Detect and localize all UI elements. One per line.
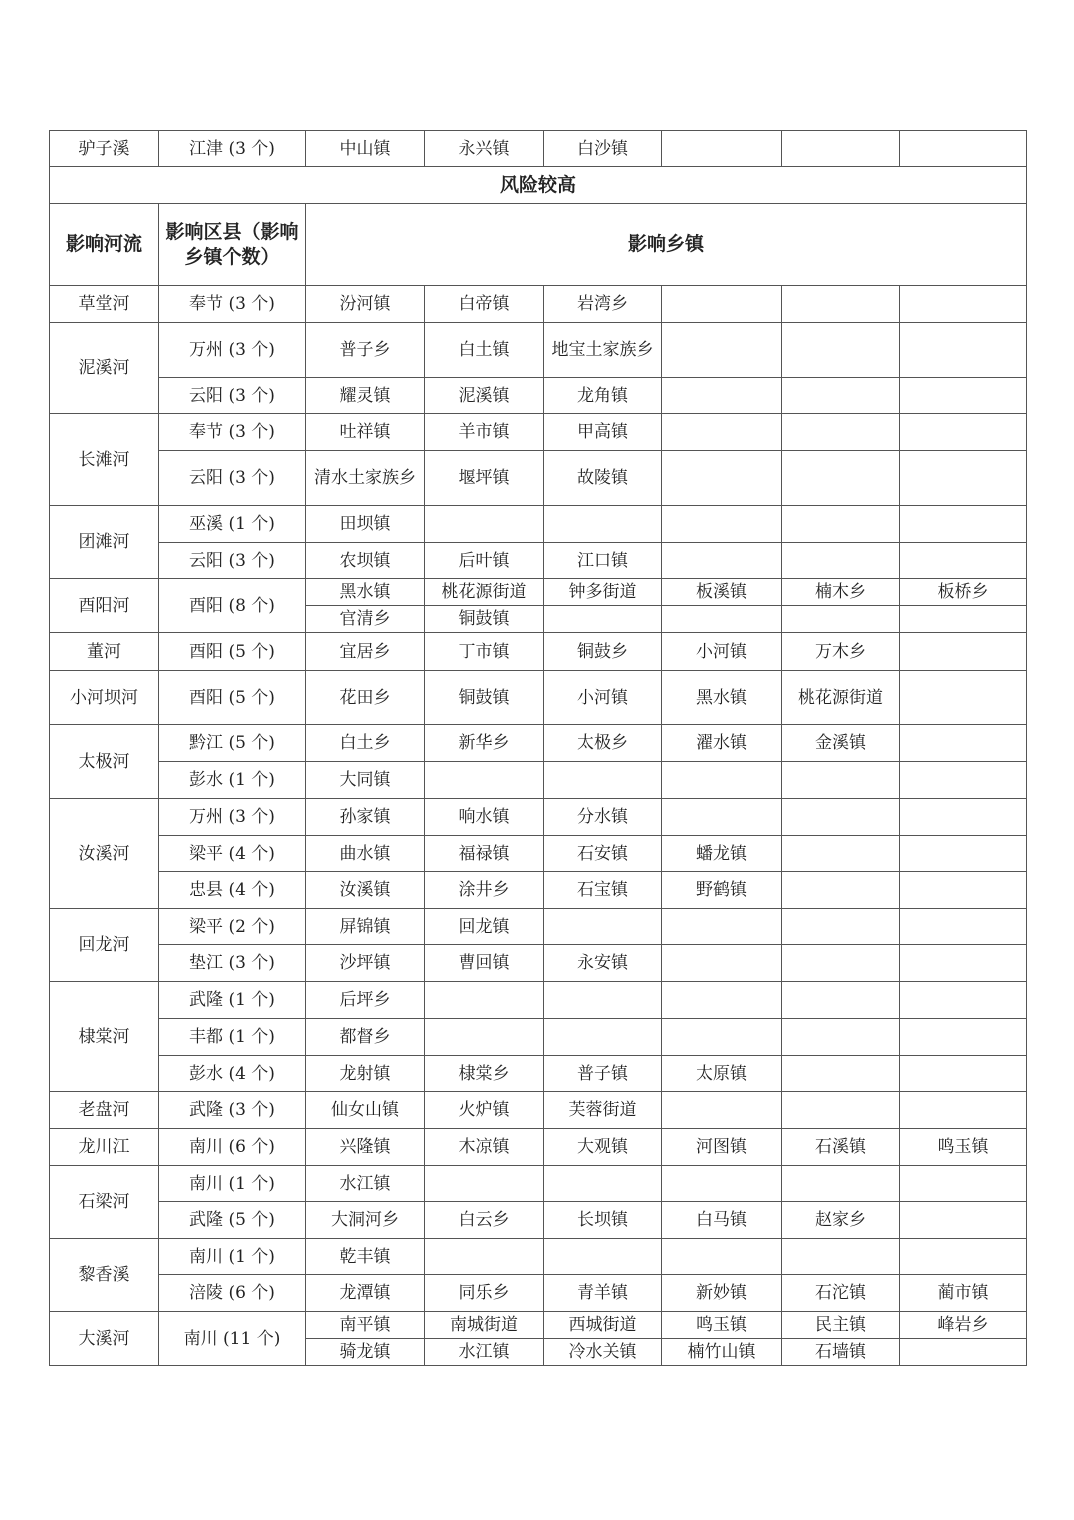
town-cell <box>900 1202 1027 1239</box>
town-cell <box>782 286 900 323</box>
town-cell: 铜鼓镇 <box>425 606 544 633</box>
table-row <box>50 451 1027 506</box>
header-towns: 影响乡镇 <box>306 204 1027 286</box>
county-name: 云阳 (3 个) <box>159 543 306 579</box>
town-cell <box>782 606 900 633</box>
town-cell: 龙角镇 <box>544 378 662 414</box>
town-cell: 回龙镇 <box>425 909 544 945</box>
river-name: 酉阳河 <box>50 579 159 633</box>
town-cell: 太极乡 <box>544 725 662 762</box>
town-cell: 新妙镇 <box>662 1275 782 1312</box>
table-row <box>50 414 1027 451</box>
river-name: 董河 <box>50 633 159 671</box>
town-cell <box>662 451 782 506</box>
town-cell <box>900 945 1027 982</box>
town-cell <box>900 799 1027 836</box>
town-cell <box>782 1166 900 1202</box>
town-cell: 冷水关镇 <box>544 1339 662 1366</box>
town-cell <box>662 543 782 579</box>
town-cell: 火炉镇 <box>425 1092 544 1129</box>
town-cell: 白土乡 <box>306 725 425 762</box>
county-name: 垫江 (3 个) <box>159 945 306 982</box>
table-row <box>50 1275 1027 1312</box>
table-row <box>50 1092 1027 1129</box>
town-cell <box>544 1166 662 1202</box>
river-name: 驴子溪 <box>50 131 159 167</box>
town-cell: 大洞河乡 <box>306 1202 425 1239</box>
river-name: 龙川江 <box>50 1129 159 1166</box>
town-cell: 地宝土家族乡 <box>544 323 662 378</box>
river-name: 大溪河 <box>50 1312 159 1366</box>
town-cell: 白沙镇 <box>544 131 662 167</box>
county-name: 南川 (1 个) <box>159 1166 306 1202</box>
town-cell <box>782 131 900 167</box>
table-row <box>50 543 1027 579</box>
town-cell: 长坝镇 <box>544 1202 662 1239</box>
town-cell <box>782 799 900 836</box>
town-cell: 峰岩乡 <box>900 1312 1027 1339</box>
town-cell: 西城街道 <box>544 1312 662 1339</box>
town-cell <box>900 1166 1027 1202</box>
town-cell <box>662 506 782 543</box>
town-cell: 甲高镇 <box>544 414 662 451</box>
table-row <box>50 1166 1027 1202</box>
town-cell: 分水镇 <box>544 799 662 836</box>
town-cell <box>425 982 544 1019</box>
town-cell <box>900 606 1027 633</box>
town-cell <box>900 836 1027 872</box>
town-cell <box>900 1019 1027 1056</box>
table-row <box>50 1056 1027 1092</box>
town-cell: 龙射镇 <box>306 1056 425 1092</box>
table-row <box>50 579 1027 606</box>
table-row <box>50 131 1027 167</box>
town-cell <box>662 131 782 167</box>
river-name: 黎香溪 <box>50 1239 159 1312</box>
town-cell <box>662 762 782 799</box>
town-cell <box>900 323 1027 378</box>
town-cell: 石沱镇 <box>782 1275 900 1312</box>
town-cell: 龙潭镇 <box>306 1275 425 1312</box>
town-cell <box>900 725 1027 762</box>
county-name: 忠县 (4 个) <box>159 872 306 909</box>
table-row <box>50 1202 1027 1239</box>
town-cell: 大同镇 <box>306 762 425 799</box>
town-cell: 蟠龙镇 <box>662 836 782 872</box>
town-cell: 汝溪镇 <box>306 872 425 909</box>
town-cell <box>782 945 900 982</box>
town-cell: 木凉镇 <box>425 1129 544 1166</box>
town-cell <box>662 323 782 378</box>
town-cell: 铜鼓镇 <box>425 671 544 725</box>
town-cell <box>900 633 1027 671</box>
town-cell <box>544 982 662 1019</box>
town-cell <box>662 1166 782 1202</box>
town-cell: 濯水镇 <box>662 725 782 762</box>
town-cell: 涂井乡 <box>425 872 544 909</box>
table-row <box>50 872 1027 909</box>
header-row <box>50 204 1027 286</box>
town-cell: 钟多街道 <box>544 579 662 606</box>
town-cell: 骑龙镇 <box>306 1339 425 1366</box>
town-cell <box>782 451 900 506</box>
town-cell: 民主镇 <box>782 1312 900 1339</box>
river-name: 棣棠河 <box>50 982 159 1092</box>
table-row <box>50 1129 1027 1166</box>
town-cell: 乾丰镇 <box>306 1239 425 1275</box>
town-cell <box>662 1239 782 1275</box>
town-cell <box>900 414 1027 451</box>
town-cell: 同乐乡 <box>425 1275 544 1312</box>
town-cell: 后坪乡 <box>306 982 425 1019</box>
county-name: 涪陵 (6 个) <box>159 1275 306 1312</box>
town-cell <box>662 414 782 451</box>
town-cell <box>782 506 900 543</box>
table-row <box>50 671 1027 725</box>
town-cell <box>782 762 900 799</box>
town-cell <box>782 543 900 579</box>
town-cell <box>900 286 1027 323</box>
town-cell <box>900 506 1027 543</box>
county-name: 南川 (1 个) <box>159 1239 306 1275</box>
town-cell: 桃花源街道 <box>425 579 544 606</box>
town-cell: 都督乡 <box>306 1019 425 1056</box>
county-name: 酉阳 (5 个) <box>159 671 306 725</box>
table-row <box>50 323 1027 378</box>
town-cell: 吐祥镇 <box>306 414 425 451</box>
section-title: 风险较高 <box>50 167 1027 204</box>
town-cell: 小河镇 <box>662 633 782 671</box>
town-cell <box>782 1239 900 1275</box>
town-cell: 江口镇 <box>544 543 662 579</box>
town-cell: 蔺市镇 <box>900 1275 1027 1312</box>
county-name: 武隆 (3 个) <box>159 1092 306 1129</box>
river-name: 草堂河 <box>50 286 159 323</box>
town-cell: 板溪镇 <box>662 579 782 606</box>
county-name: 酉阳 (8 个) <box>159 579 306 633</box>
town-cell: 楠木乡 <box>782 579 900 606</box>
town-cell <box>662 1092 782 1129</box>
county-name: 云阳 (3 个) <box>159 451 306 506</box>
town-cell: 大观镇 <box>544 1129 662 1166</box>
town-cell: 岩湾乡 <box>544 286 662 323</box>
town-cell <box>900 451 1027 506</box>
town-cell: 小河镇 <box>544 671 662 725</box>
town-cell <box>782 414 900 451</box>
town-cell <box>544 762 662 799</box>
town-cell <box>782 836 900 872</box>
river-name: 石梁河 <box>50 1166 159 1239</box>
table-row <box>50 945 1027 982</box>
town-cell: 青羊镇 <box>544 1275 662 1312</box>
river-name: 泥溪河 <box>50 323 159 414</box>
county-name: 万州 (3 个) <box>159 799 306 836</box>
town-cell <box>900 1092 1027 1129</box>
town-cell <box>425 1166 544 1202</box>
town-cell: 花田乡 <box>306 671 425 725</box>
town-cell <box>900 762 1027 799</box>
town-cell: 普子乡 <box>306 323 425 378</box>
town-cell <box>900 1056 1027 1092</box>
town-cell: 耀灵镇 <box>306 378 425 414</box>
town-cell <box>662 799 782 836</box>
town-cell: 普子镇 <box>544 1056 662 1092</box>
header-river: 影响河流 <box>50 204 159 286</box>
town-cell: 堰坪镇 <box>425 451 544 506</box>
town-cell: 楠竹山镇 <box>662 1339 782 1366</box>
table-row <box>50 982 1027 1019</box>
county-name: 万州 (3 个) <box>159 323 306 378</box>
town-cell <box>900 872 1027 909</box>
town-cell: 鸣玉镇 <box>662 1312 782 1339</box>
town-cell: 石溪镇 <box>782 1129 900 1166</box>
town-cell: 黑水镇 <box>662 671 782 725</box>
town-cell: 曲水镇 <box>306 836 425 872</box>
town-cell: 白马镇 <box>662 1202 782 1239</box>
town-cell <box>662 909 782 945</box>
table-row <box>50 1019 1027 1056</box>
town-cell: 桃花源街道 <box>782 671 900 725</box>
town-cell: 石墙镇 <box>782 1339 900 1366</box>
town-cell: 野鹤镇 <box>662 872 782 909</box>
county-name: 黔江 (5 个) <box>159 725 306 762</box>
table-row <box>50 1312 1027 1339</box>
town-cell <box>544 909 662 945</box>
town-cell <box>900 671 1027 725</box>
county-name: 梁平 (4 个) <box>159 836 306 872</box>
town-cell: 泥溪镇 <box>425 378 544 414</box>
town-cell <box>544 1239 662 1275</box>
table-row <box>50 725 1027 762</box>
town-cell: 永兴镇 <box>425 131 544 167</box>
town-cell <box>662 378 782 414</box>
town-cell: 黑水镇 <box>306 579 425 606</box>
town-cell: 棣棠乡 <box>425 1056 544 1092</box>
town-cell <box>662 286 782 323</box>
town-cell: 石宝镇 <box>544 872 662 909</box>
town-cell: 新华乡 <box>425 725 544 762</box>
town-cell: 铜鼓乡 <box>544 633 662 671</box>
town-cell: 响水镇 <box>425 799 544 836</box>
section-row <box>50 167 1027 204</box>
town-cell <box>425 1019 544 1056</box>
county-name: 南川 (6 个) <box>159 1129 306 1166</box>
county-name: 丰都 (1 个) <box>159 1019 306 1056</box>
town-cell <box>425 1239 544 1275</box>
town-cell: 孙家镇 <box>306 799 425 836</box>
town-cell: 南城街道 <box>425 1312 544 1339</box>
town-cell: 水江镇 <box>306 1166 425 1202</box>
town-cell <box>544 506 662 543</box>
town-cell: 农坝镇 <box>306 543 425 579</box>
town-cell: 金溪镇 <box>782 725 900 762</box>
town-cell <box>900 909 1027 945</box>
town-cell <box>782 1092 900 1129</box>
town-cell <box>782 909 900 945</box>
town-cell: 羊市镇 <box>425 414 544 451</box>
town-cell: 后叶镇 <box>425 543 544 579</box>
town-cell: 仙女山镇 <box>306 1092 425 1129</box>
county-name: 奉节 (3 个) <box>159 286 306 323</box>
town-cell: 沙坪镇 <box>306 945 425 982</box>
town-cell: 曹回镇 <box>425 945 544 982</box>
town-cell: 白土镇 <box>425 323 544 378</box>
town-cell: 故陵镇 <box>544 451 662 506</box>
town-cell: 汾河镇 <box>306 286 425 323</box>
town-cell <box>544 1019 662 1056</box>
header-county: 影响区县（影响乡镇个数） <box>159 204 306 286</box>
county-name: 云阳 (3 个) <box>159 378 306 414</box>
town-cell: 田坝镇 <box>306 506 425 543</box>
town-cell: 白云乡 <box>425 1202 544 1239</box>
town-cell: 中山镇 <box>306 131 425 167</box>
county-name: 巫溪 (1 个) <box>159 506 306 543</box>
county-name: 南川 (11 个) <box>159 1312 306 1366</box>
town-cell <box>544 606 662 633</box>
town-cell <box>662 1019 782 1056</box>
town-cell: 宜居乡 <box>306 633 425 671</box>
county-name: 武隆 (1 个) <box>159 982 306 1019</box>
table-row <box>50 799 1027 836</box>
town-cell: 福禄镇 <box>425 836 544 872</box>
risk-table <box>49 130 1027 1366</box>
river-name: 太极河 <box>50 725 159 799</box>
town-cell: 屏锦镇 <box>306 909 425 945</box>
town-cell: 南平镇 <box>306 1312 425 1339</box>
town-cell <box>782 1056 900 1092</box>
town-cell <box>900 1239 1027 1275</box>
river-name: 老盘河 <box>50 1092 159 1129</box>
town-cell: 板桥乡 <box>900 579 1027 606</box>
town-cell <box>782 872 900 909</box>
town-cell: 水江镇 <box>425 1339 544 1366</box>
river-name: 汝溪河 <box>50 799 159 909</box>
table-row <box>50 1239 1027 1275</box>
town-cell: 丁市镇 <box>425 633 544 671</box>
town-cell: 万木乡 <box>782 633 900 671</box>
town-cell <box>782 323 900 378</box>
town-cell: 兴隆镇 <box>306 1129 425 1166</box>
town-cell: 清水土家族乡 <box>306 451 425 506</box>
river-name: 长滩河 <box>50 414 159 506</box>
town-cell <box>782 1019 900 1056</box>
town-cell: 石安镇 <box>544 836 662 872</box>
county-name: 酉阳 (5 个) <box>159 633 306 671</box>
table-row <box>50 762 1027 799</box>
river-name: 回龙河 <box>50 909 159 982</box>
town-cell: 芙蓉街道 <box>544 1092 662 1129</box>
town-cell <box>782 378 900 414</box>
town-cell <box>662 982 782 1019</box>
town-cell: 鸣玉镇 <box>900 1129 1027 1166</box>
town-cell <box>662 606 782 633</box>
town-cell <box>900 131 1027 167</box>
county-name: 武隆 (5 个) <box>159 1202 306 1239</box>
river-name: 小河坝河 <box>50 671 159 725</box>
town-cell <box>900 1339 1027 1366</box>
town-cell: 永安镇 <box>544 945 662 982</box>
table-row <box>50 836 1027 872</box>
town-cell <box>662 945 782 982</box>
county-name: 奉节 (3 个) <box>159 414 306 451</box>
table-row <box>50 506 1027 543</box>
town-cell <box>900 543 1027 579</box>
table-row <box>50 378 1027 414</box>
town-cell: 河图镇 <box>662 1129 782 1166</box>
table-row <box>50 286 1027 323</box>
town-cell <box>900 378 1027 414</box>
town-cell: 官清乡 <box>306 606 425 633</box>
town-cell <box>425 762 544 799</box>
town-cell: 太原镇 <box>662 1056 782 1092</box>
county-name: 彭水 (1 个) <box>159 762 306 799</box>
table-row <box>50 633 1027 671</box>
table-row <box>50 909 1027 945</box>
town-cell: 赵家乡 <box>782 1202 900 1239</box>
town-cell <box>900 982 1027 1019</box>
town-cell <box>782 982 900 1019</box>
county-name: 梁平 (2 个) <box>159 909 306 945</box>
river-name: 团滩河 <box>50 506 159 579</box>
county-name: 江津 (3 个) <box>159 131 306 167</box>
county-name: 彭水 (4 个) <box>159 1056 306 1092</box>
town-cell: 白帝镇 <box>425 286 544 323</box>
town-cell <box>425 506 544 543</box>
